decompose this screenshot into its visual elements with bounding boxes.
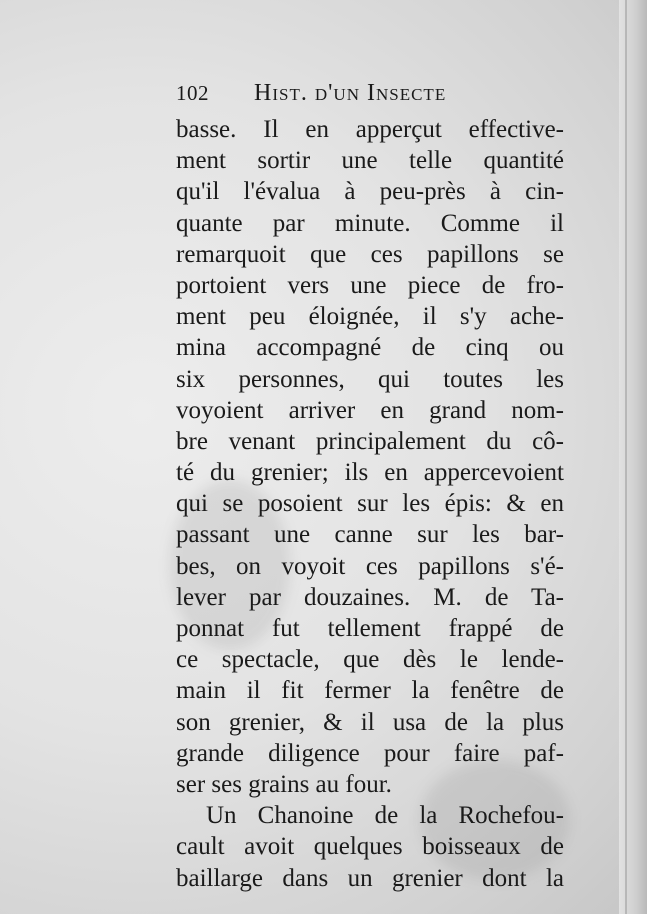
text-line: voyoient arriver en grand nom-: [176, 396, 564, 424]
text-line: cault avoit quelques boisseaux de: [176, 833, 564, 861]
page-header: [176, 80, 566, 114]
text-line: qui se posoient sur les épis: & en: [176, 490, 564, 518]
text-line: ment peu éloignée, il s'y ache-: [176, 303, 564, 331]
text-line: passant une canne sur les bar-: [176, 521, 564, 549]
text-line: baillarge dans un grenier dont la: [176, 864, 564, 892]
text-line: bre venant principalement du cô-: [176, 427, 564, 455]
gutter-edge: [625, 0, 627, 914]
book-gutter: [619, 0, 647, 914]
running-head: Hist. d'un Insecte: [254, 80, 447, 106]
text-line: ment sortir une telle quantité: [176, 147, 564, 175]
text-line: son grenier, & il usa de la plus: [176, 708, 564, 736]
text-line: qu'il l'évalua à peu-près à cin-: [176, 178, 564, 206]
text-line: Un Chanoine de la Rochefou-: [206, 802, 564, 830]
text-line: ser ses grains au four.: [176, 770, 392, 798]
text-line: remarquoit que ces papillons se: [176, 240, 564, 268]
text-line: té du grenier; ils en appercevoient: [176, 459, 564, 487]
text-line: six personnes, qui toutes les: [176, 365, 564, 393]
text-line: mina accompagné de cinq ou: [176, 334, 564, 362]
text-line: ponnat fut tellement frappé de: [176, 615, 564, 642]
body-text: [176, 114, 566, 894]
text-line: basse. Il en apperçut effective-: [176, 116, 564, 143]
text-line: bes, on voyoit ces papillons s'é-: [176, 552, 564, 580]
text-line: lever par douzaines. M. de Ta-: [176, 583, 564, 611]
text-line: main il fit fermer la fenêtre de: [176, 677, 564, 705]
page-number: 102: [176, 81, 209, 105]
text-line: ce spectacle, que dès le lende-: [176, 646, 564, 674]
text-line: grande diligence pour faire paf-: [176, 739, 564, 767]
text-line: quante par minute. Comme il: [176, 209, 564, 237]
text-line: portoient vers une piece de fro-: [176, 271, 564, 299]
page-text: [176, 80, 566, 894]
